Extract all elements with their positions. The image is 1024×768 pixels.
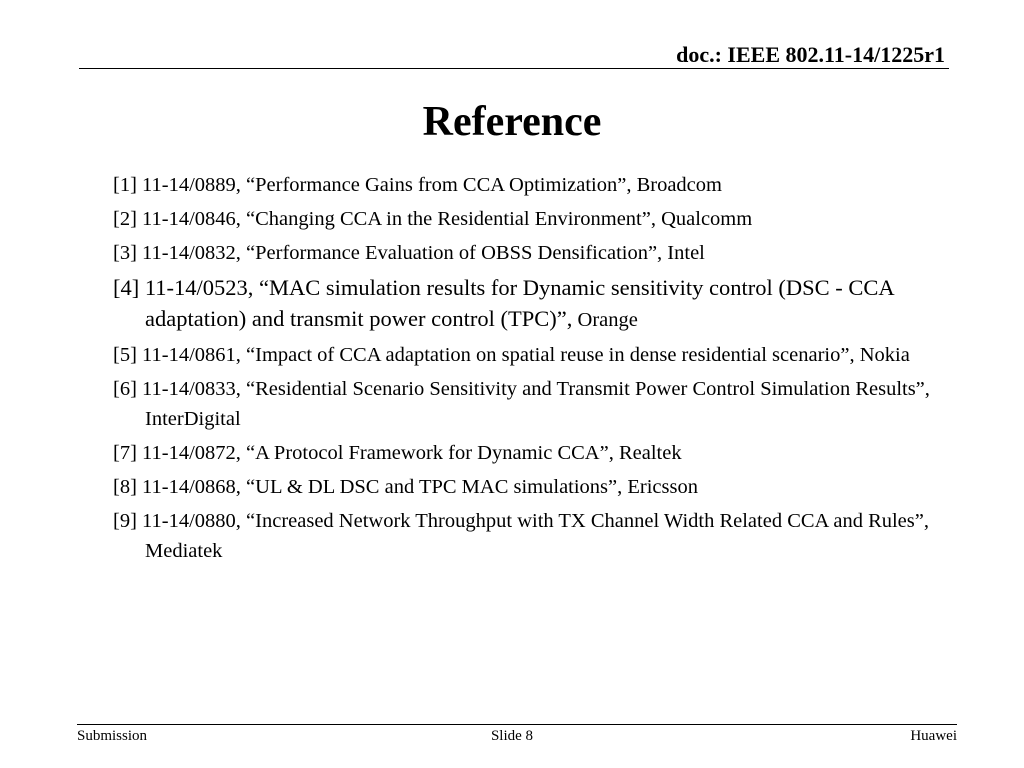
footer-divider (77, 724, 957, 725)
reference-item (113, 272, 953, 336)
footer-company: Huawei (910, 728, 957, 744)
reference-item: [5] 11-14/0861, “Impact of CCA adaptation on spatial reuse in dense residential scenario”, Nokia (113, 344, 910, 366)
reference-item: [2] 11-14/0846, “Changing CCA in the Residential Environment”, Qualcomm (113, 208, 753, 230)
document-id: doc.: IEEE 802.11-14/1225r1 (676, 42, 945, 67)
reference-author: Orange (572, 309, 638, 331)
reference-item: [9] 11-14/0880, “Increased Network Throughput with TX Channel Width Related CCA and Rules”, Mediatek (113, 510, 929, 562)
reference-text: [4] 11-14/0523, “MAC simulation results for Dynamic sensitivity control (DSC - CCA adaptation) and transmit power control (TPC)”, (113, 275, 894, 331)
footer-submission: Submission (77, 728, 148, 744)
reference-item: [6] 11-14/0833, “Residential Scenario Sensitivity and Transmit Power Control Simulation Results”, InterDigital (113, 378, 930, 430)
reference-item: [7] 11-14/0872, “A Protocol Framework for Dynamic CCA”, Realtek (113, 442, 682, 464)
slide-number: Slide 8 (490, 728, 534, 744)
slide-title: Reference (422, 99, 602, 145)
header-divider (79, 68, 949, 69)
reference-item: [3] 11-14/0832, “Performance Evaluation of OBSS Densification”, Intel (113, 242, 705, 264)
reference-item: [1] 11-14/0889, “Performance Gains from CCA Optimization”, Broadcom (113, 174, 722, 196)
reference-item: [8] 11-14/0868, “UL & DL DSC and TPC MAC simulations”, Ericsson (113, 476, 698, 498)
reference-list (113, 170, 953, 570)
